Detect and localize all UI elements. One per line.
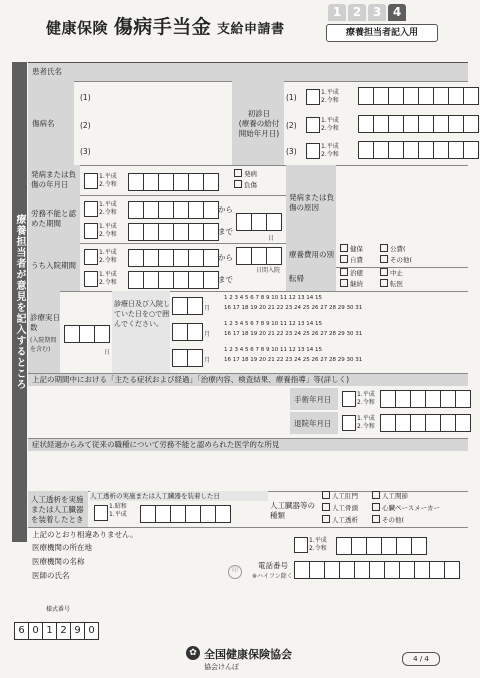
inpatient-from-era-box[interactable] [84, 249, 98, 265]
visit-days-label: 診療実日数 [30, 313, 60, 332]
seal-mark: 印 [228, 565, 242, 579]
certify-era: 1.平成 2.令和 [309, 537, 327, 552]
onset-era-box[interactable] [84, 173, 98, 189]
page-number: 4 / 4 [402, 652, 440, 666]
certify-era-box[interactable] [294, 537, 308, 553]
dialysis-era: 1.昭和 1.平成 [109, 503, 127, 518]
first-visit-1-era-box[interactable] [306, 89, 320, 105]
treatment-type-row [286, 243, 468, 268]
title-suffix: 支給申請書 [217, 22, 285, 37]
address-label: 医療機関の所在地 [32, 543, 92, 552]
visit-month-2-unit: 月 [204, 331, 211, 338]
summary-label: 上記の期間中における「主たる症状および経過」「治療内容、検査結果、療養指導」等(詳しく) [28, 374, 468, 386]
visit-month-1-unit: 月 [204, 305, 211, 312]
phone-label: 電話番号 [258, 561, 288, 570]
disease-label: 傷病名 [32, 119, 55, 128]
discharge-era-box[interactable] [342, 415, 356, 431]
outcome-transferred[interactable]: 転医 [380, 279, 403, 289]
first-visit-1-index: (1) [286, 93, 297, 102]
organ-pacemaker[interactable]: 心臓ペースメーカー [372, 503, 440, 513]
summary-area[interactable] [28, 386, 468, 439]
treatment-self[interactable]: 自費 [340, 255, 363, 265]
title-main: 傷病手当金 [113, 16, 212, 38]
inpatient-days-unit: 日間入院 [256, 267, 281, 274]
organ-other[interactable]: その他( [372, 515, 404, 525]
onset-row [28, 165, 286, 196]
organ-femoral-head[interactable]: 人工骨頭 [322, 503, 358, 513]
unable-to-era: 1.平成 2.令和 [99, 223, 117, 238]
certify-date[interactable] [336, 537, 427, 555]
org-logo [184, 646, 292, 672]
unable-from-era: 1.平成 2.令和 [99, 201, 117, 216]
treatment-other[interactable]: その他( [380, 255, 412, 265]
opinion-area[interactable] [28, 451, 468, 492]
calendar-3-row-a[interactable]: 1 2 3 4 5 6 7 8 9 10 11 12 13 14 15 [224, 347, 322, 353]
visit-month-1[interactable] [172, 297, 203, 315]
outcome-cured[interactable]: 治癒 [340, 268, 363, 278]
disease-2[interactable]: (2) [80, 121, 91, 130]
first-visit-2-era: 1.平成 2.令和 [321, 117, 339, 132]
dialysis-era-box[interactable] [94, 505, 108, 521]
first-visit-3-index: (3) [286, 147, 297, 156]
dialysis-date-label: 人工透析の実施または人工臓器を装着した日 [90, 491, 268, 501]
unable-to-era-box[interactable] [84, 223, 98, 239]
onset-type-injury[interactable]: 負傷 [234, 180, 257, 190]
unable-to-date[interactable] [128, 223, 219, 241]
org-subname: 協会けんぽ [204, 663, 239, 671]
tab-2: 2 [348, 4, 366, 21]
form-number-label: 様式番号 [46, 606, 71, 613]
discharge-era: 1.平成 2.令和 [357, 415, 375, 430]
visit-days-note: (入院期間を含む) [30, 337, 57, 353]
title-prefix: 健康保険 [46, 19, 109, 37]
visit-days-count[interactable] [64, 325, 110, 343]
discharge-label: 退院年月日 [294, 419, 332, 428]
outcome-label: 転帰 [289, 274, 304, 283]
inpatient-days[interactable] [236, 247, 282, 265]
opinion-label: 症状経過からみて従来の職種について労務不能と認められた医学的な所見 [28, 439, 468, 451]
patient-label: 患者氏名 [32, 67, 62, 76]
first-visit-1-era: 1.平成 2.令和 [321, 89, 339, 104]
inpatient-to-date[interactable] [128, 271, 219, 289]
inpatient-from-date[interactable] [128, 249, 219, 267]
calendar-1-row-a[interactable]: 1 2 3 4 5 6 7 8 9 10 11 12 13 14 15 [224, 295, 322, 301]
treatment-public[interactable]: 公費( [380, 244, 406, 254]
phone-note: ※ハイフン除く [252, 573, 293, 580]
to-label: まで [218, 227, 233, 236]
surgery-era-box[interactable] [342, 391, 356, 407]
first-visit-3-era-box[interactable] [306, 143, 320, 159]
unable-days-unit: 日 [268, 235, 275, 242]
organ-label: 人工臓器等の種類 [270, 501, 315, 520]
from-label: から [218, 205, 233, 214]
first-visit-3-era: 1.平成 2.令和 [321, 143, 339, 158]
calendar-2-row-b[interactable]: 16 17 18 19 20 21 22 23 24 25 26 27 28 29 30 31 [224, 331, 363, 337]
disease-3[interactable]: (3) [80, 147, 91, 156]
section-badge: 療養担当者記入用 [326, 24, 438, 42]
treatment-kenpo[interactable]: 健保 [340, 244, 363, 254]
first-visit-2-era-box[interactable] [306, 117, 320, 133]
form-title [46, 12, 285, 39]
outcome-row [286, 267, 468, 292]
org-name: 全国健康保険協会 [204, 648, 292, 661]
inpatient-to-label: まで [218, 275, 233, 284]
calendar-label: 診療日及び入院していた日を○で囲んでください。 [114, 300, 170, 328]
clinic-name-label: 医療機関の名称 [32, 557, 85, 566]
first-visit-label: 初診日 (療養の給付 開始年月日) [238, 109, 280, 138]
cause-label: 発病または負傷の原因 [289, 193, 334, 212]
first-visit-2-date[interactable] [358, 115, 479, 133]
organ-joint[interactable]: 人工関節 [372, 491, 408, 501]
dialysis-date[interactable] [140, 505, 231, 523]
dialysis-row [28, 491, 468, 528]
unable-days[interactable] [236, 213, 282, 231]
organ-colostomy[interactable]: 人工肛門 [322, 491, 358, 501]
surgery-date[interactable] [380, 390, 471, 408]
discharge-date[interactable] [380, 414, 471, 432]
visit-days-unit: 日 [104, 349, 111, 356]
onset-era: 1.平成 2.令和 [99, 173, 117, 188]
onset-type-illness[interactable]: 発病 [234, 169, 257, 179]
inpatient-from-label: から [218, 253, 233, 262]
unable-period-row [28, 195, 286, 244]
onset-date[interactable] [128, 173, 219, 191]
surgery-era: 1.平成 2.令和 [357, 391, 375, 406]
calendar-3-row-b[interactable]: 16 17 18 19 20 21 22 23 24 25 26 27 28 29 30 31 [224, 357, 363, 363]
inpatient-row [28, 243, 286, 292]
doctor-name-label: 医師の氏名 [32, 571, 70, 580]
unable-period-label: 労務不能と認めた期間 [31, 209, 76, 228]
tab-4: 4 [388, 4, 406, 21]
onset-label: 発病または負傷の年月日 [31, 170, 76, 189]
form-number: 6 0 1 2 9 0 [14, 622, 99, 640]
inpatient-to-era-box[interactable] [84, 271, 98, 287]
inpatient-from-era: 1.平成 2.令和 [99, 249, 117, 264]
outcome-stopped[interactable]: 中止 [380, 268, 403, 278]
certify-statement: 上記のとおり相違ありません。 [32, 530, 138, 539]
certify-area [28, 527, 468, 587]
treatment-type-label: 療養費用の別 [289, 250, 334, 259]
disease-row [28, 81, 468, 166]
patient-row [28, 63, 468, 82]
inpatient-to-era: 1.平成 2.令和 [99, 271, 117, 286]
outcome-continuing[interactable]: 継続 [340, 279, 363, 289]
disease-1[interactable]: (1) [80, 93, 91, 102]
visit-month-3-unit: 月 [204, 357, 211, 364]
visit-month-2[interactable] [172, 323, 203, 341]
first-visit-1-date[interactable] [358, 87, 479, 105]
unable-from-era-box[interactable] [84, 201, 98, 217]
visit-month-3[interactable] [172, 349, 203, 367]
side-label: 療養担当者が意見を記入するところ [12, 62, 27, 542]
visit-days-row [28, 291, 468, 374]
first-visit-3-date[interactable] [358, 141, 479, 159]
calendar-2-row-a[interactable]: 1 2 3 4 5 6 7 8 9 10 11 12 13 14 15 [224, 321, 322, 327]
form-grid [28, 62, 468, 580]
inpatient-label: うち入院期間 [31, 261, 76, 270]
tab-1: 1 [328, 4, 346, 21]
phone-number[interactable] [294, 561, 460, 579]
tab-3: 3 [368, 4, 386, 21]
organ-dialysis[interactable]: 人工透析 [322, 515, 358, 525]
org-emblem-icon: ✿ [186, 646, 200, 660]
calendar-1-row-b[interactable]: 16 17 18 19 20 21 22 23 24 25 26 27 28 29 30 31 [224, 305, 363, 311]
page-tabs [328, 4, 406, 21]
unable-from-date[interactable] [128, 201, 219, 219]
surgery-label: 手術年月日 [294, 395, 332, 404]
dialysis-label: 人工透析を実施または人工臓器を装着したとき [31, 495, 84, 524]
first-visit-2-index: (2) [286, 121, 297, 130]
